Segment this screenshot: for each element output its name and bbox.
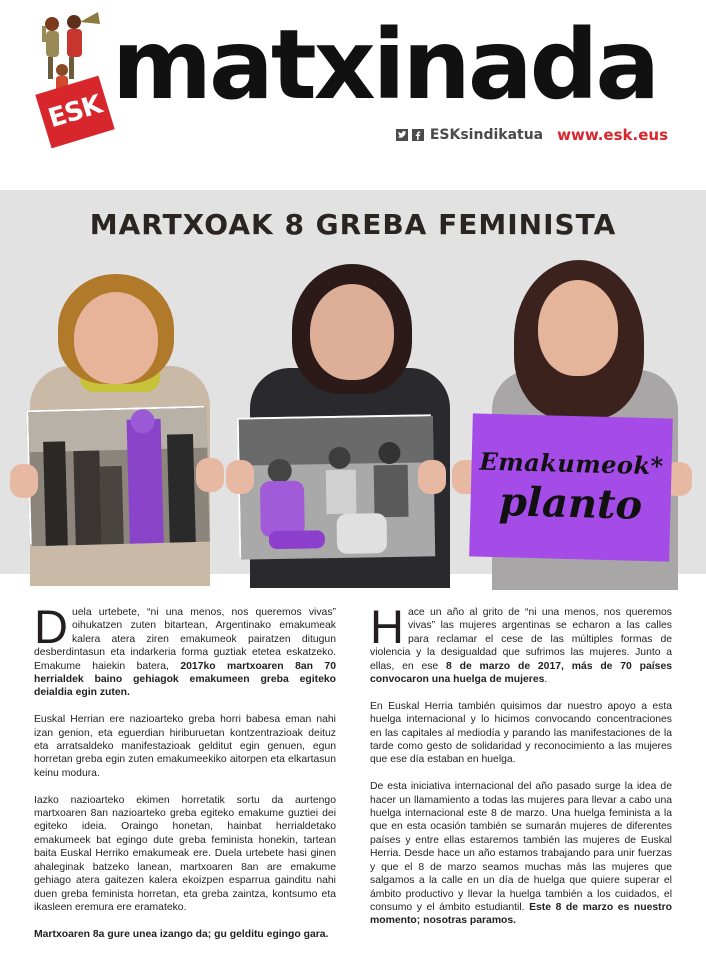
twitter-icon[interactable] [396,129,408,141]
spanish-p3-text: De esta iniciativa internacional del año pasado surge la idea de hacer un llamamiento a todas las mujeres para llevar a cabo una huelga internacional este 8 de marzo. Una huelga feminista a la que en esta ocasión también se sumarán mujeres de diferentes países y entre ellas estaremos también las mujeres de Euskal Herria. Desde hace un año estamos trabajando para unir fuerzas y que el 8 de marzo seamos muchas más las mujeres que salgamos a la calle en un día de huelga que quiere superar el ámbito productivo y llevar la huelga también a los cuidados, el consumo y el ámbito estudiantil. [370,781,672,913]
spanish-paragraph-2: En Euskal Herria también quisimos dar nuestro apoyo a esta huelga internacional y lo hicimos convocando concentraciones en las capitales al mediodía y parando las manifestaciones de la tarde como gesto de solidaridad y reconocimiento a las mujeres que ese día estaban en huelga. [370,700,672,766]
hand-center-2 [418,460,446,494]
publication-title: matxinada [112,9,658,121]
social-handle[interactable]: ESKsindikatua [429,127,544,143]
sign-line-2: planto [498,477,643,529]
spanish-p3-bold: Este 8 de marzo es nuestro momento; nosotras paramos. [370,901,672,927]
spanish-dropcap: H [370,600,404,653]
basque-paragraph-4: Martxoaren 8a gure unea izango da; gu gelditu egingo gara. [34,928,329,940]
protest-sign [469,413,673,561]
seventies-women-photo [237,414,433,557]
spanish-paragraph-3 [370,780,672,927]
hero-banner [0,190,706,574]
sign-line-1: Emakumeok* [479,446,665,480]
masthead [0,0,706,178]
hand-center-1 [226,460,254,494]
spanish-p1-text: ace un año al grito de “ni una menos, nos queremos vivas” las mujeres argentinas se echaron a las calles para reclamar el cese de las múltiples formas de violencia y la desigualdad que sufrimos las mujeres. Junto a ellas, en ese [370,607,672,672]
website-link[interactable]: www.esk.eus [557,126,668,144]
spanish-p1-bold: 8 de marzo de 2017, más de 70 países convocaron una huelga de mujeres [370,660,672,686]
social-links [396,124,668,146]
basque-paragraph-3: Iazko nazioarteko ekimen horretatik sortu da aurtengo martxoaren 8an nazioarteko greba egiteko emakume guztiei dei egiteko ideia. Oraingo honetan, hainbat herrialdetako emakumeek bat egingo dute greba feminista honekin, tartean baita Euskal Herriko emakumeak ere. Duela urtebete hasi ginen ahaleginak batzeko lanean, martxoaren 8an are emakume gehiago atera gaitezen kalera ekoizpen esparrua gainditu nahi duen greba feminista horretan, eta greba zaintza, kontsumo eta ikasleen eremura ere eramateko. [34,794,336,913]
article-spanish [370,600,672,941]
basque-paragraph-1 [34,600,336,700]
hand-left-1 [10,464,38,498]
page-headline: MARTXOAK 8 GREBA FEMINISTA [89,208,617,241]
basque-dropcap: D [34,600,68,653]
spanish-paragraph-1 [370,600,672,686]
hand-left-2 [196,458,224,492]
historical-suffragette-photo [26,406,207,545]
basque-p1-text: uela urtebete, “ni una menos, nos queremos vivas” oihukatzen zuten bitartean, Argentinako emakumeak kalera atera ziren emakumeok pairatzen ditugun desberdintasun eta indarkeria forma guztiak etetea eskatzeko. Emakume haiekin batera, [34,607,336,672]
facebook-icon[interactable] [412,129,424,141]
article-basque [34,600,336,955]
basque-paragraph-2: Euskal Herrian ere nazioarteko greba horri babesa eman nahi izan genion, eta eguerdian hiriburuetan kontzentrazioak deituz eta arratsaldeko manifestazioak gelditut egin genuen, egun horretan greba egin zuten emakumeekiko aitorpen eta elkartasun keinu modura. [34,714,336,779]
esk-logo-badge: ESK [35,76,114,149]
basque-p1-bold: 2017ko martxoaren 8an 70 herrialdek baino gehiagok emakumeen greba egiteko deialdia egin zuten. [34,660,336,699]
spanish-p1-end: . [544,674,548,686]
